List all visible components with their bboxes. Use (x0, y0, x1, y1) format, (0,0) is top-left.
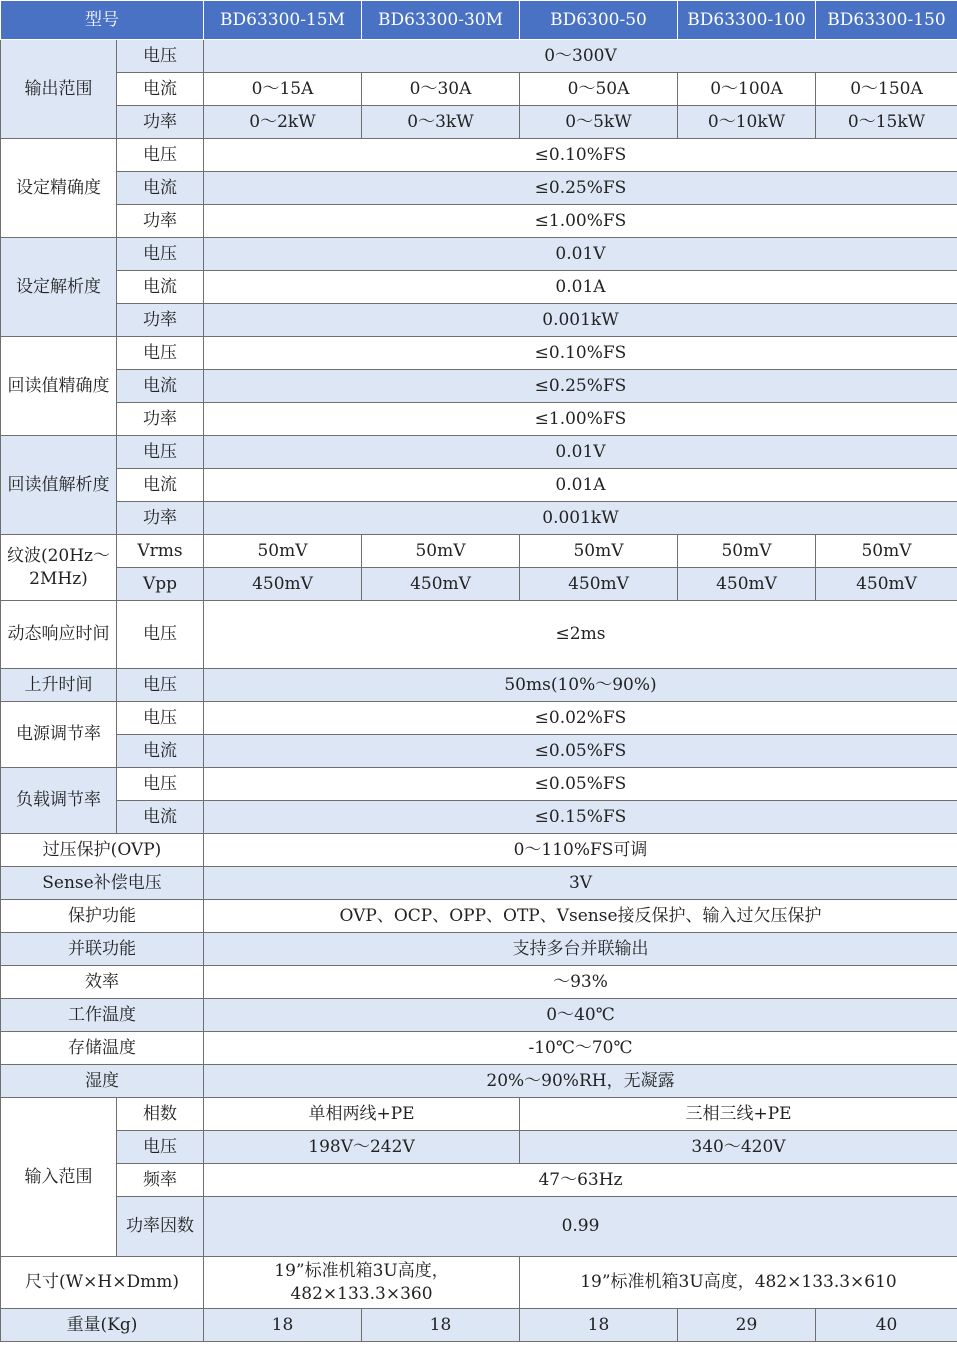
table-cell: 支持多台并联输出 (204, 933, 957, 966)
table-row (1, 502, 957, 535)
table-cell: 0.01A (204, 469, 957, 502)
table-cell: ～93% (204, 966, 957, 999)
table-row (1, 40, 957, 73)
table-cell: 设定精确度 (1, 139, 117, 238)
table-row (1, 271, 957, 304)
table-row (1, 702, 957, 735)
table-cell: 450mV (204, 568, 362, 601)
table-row (1, 1065, 957, 1098)
table-cell: ≤0.05%FS (204, 735, 957, 768)
table-cell: 功率 (117, 304, 204, 337)
table-cell: 工作温度 (1, 999, 204, 1032)
table-row (1, 966, 957, 999)
table-cell: 0～150A (816, 73, 957, 106)
table-cell: ≤0.15%FS (204, 801, 957, 834)
table-cell: 0.01A (204, 271, 957, 304)
table-cell: ≤1.00%FS (204, 205, 957, 238)
table-row (1, 735, 957, 768)
table-cell: 0～40℃ (204, 999, 957, 1032)
table-cell: ≤2ms (204, 601, 957, 669)
table-cell: 0～10kW (678, 106, 816, 139)
header-row (1, 1, 957, 40)
table-row (1, 568, 957, 601)
table-cell: OVP、OCP、OPP、OTP、Vsense接反保护、输入过欠压保护 (204, 900, 957, 933)
table-cell: 0～5kW (520, 106, 678, 139)
table-cell: 电压 (117, 139, 204, 172)
table-cell: 47～63Hz (204, 1164, 957, 1197)
table-cell: 电源调节率 (1, 702, 117, 768)
table-cell: 电压 (117, 768, 204, 801)
table-cell: Vrms (117, 535, 204, 568)
table-cell: 18 (204, 1309, 362, 1342)
table-cell: 3V (204, 867, 957, 900)
table-row (1, 337, 957, 370)
table-row (1, 669, 957, 702)
table-cell: 0～110%FS可调 (204, 834, 957, 867)
table-cell: 0～3kW (362, 106, 520, 139)
table-cell: 电流 (117, 271, 204, 304)
table-row (1, 1032, 957, 1065)
table-cell: -10℃～70℃ (204, 1032, 957, 1065)
table-row (1, 768, 957, 801)
table-row (1, 535, 957, 568)
table-cell: 存储温度 (1, 1032, 204, 1065)
table-row (1, 999, 957, 1032)
table-cell: 0.99 (204, 1197, 957, 1257)
table-cell: 340～420V (520, 1131, 957, 1164)
table-cell: 50ms(10%～90%) (204, 669, 957, 702)
table-cell: ≤0.10%FS (204, 337, 957, 370)
table-cell: ≤0.25%FS (204, 172, 957, 205)
table-cell: 电流 (117, 801, 204, 834)
table-cell: 0.001kW (204, 502, 957, 535)
header-model-30m: BD63300-30M (362, 1, 520, 40)
spec-body (1, 40, 957, 1342)
table-cell: 18 (362, 1309, 520, 1342)
table-row (1, 469, 957, 502)
table-cell: 电流 (117, 735, 204, 768)
table-cell: 50mV (678, 535, 816, 568)
table-cell: 19”标准机箱3U高度，482×133.3×360 (204, 1257, 520, 1309)
table-cell: 电流 (117, 370, 204, 403)
table-cell: Sense补偿电压 (1, 867, 204, 900)
table-cell: 重量(Kg) (1, 1309, 204, 1342)
table-cell: 0～100A (678, 73, 816, 106)
table-cell: 电压 (117, 337, 204, 370)
table-cell: 尺寸(W×H×Dmm) (1, 1257, 204, 1309)
table-row (1, 205, 957, 238)
table-cell: 电流 (117, 469, 204, 502)
table-cell: ≤0.02%FS (204, 702, 957, 735)
table-cell: 450mV (678, 568, 816, 601)
header-model-15m: BD63300-15M (204, 1, 362, 40)
header-model-50: BD6300-50 (520, 1, 678, 40)
table-cell: 动态响应时间 (1, 601, 117, 669)
table-row (1, 801, 957, 834)
table-cell: 0～30A (362, 73, 520, 106)
table-cell: 相数 (117, 1098, 204, 1131)
table-cell: 效率 (1, 966, 204, 999)
table-cell: 电压 (117, 702, 204, 735)
table-cell: 单相两线+PE (204, 1098, 520, 1131)
table-row (1, 1257, 957, 1309)
table-cell: 电压 (117, 238, 204, 271)
table-cell: 18 (520, 1309, 678, 1342)
table-row (1, 304, 957, 337)
table-cell: 50mV (204, 535, 362, 568)
table-cell: 功率因数 (117, 1197, 204, 1257)
table-cell: 电流 (117, 172, 204, 205)
table-cell: 0～15kW (816, 106, 957, 139)
table-cell: ≤1.00%FS (204, 403, 957, 436)
table-row (1, 601, 957, 669)
table-cell: 上升时间 (1, 669, 117, 702)
table-row (1, 73, 957, 106)
table-cell: 输入范围 (1, 1098, 117, 1257)
table-cell: 198V～242V (204, 1131, 520, 1164)
table-cell: 电压 (117, 40, 204, 73)
table-cell: 电压 (117, 601, 204, 669)
table-row (1, 834, 957, 867)
header-model-100: BD63300-100 (678, 1, 816, 40)
table-cell: 0～300V (204, 40, 957, 73)
table-row (1, 1197, 957, 1257)
table-cell: 40 (816, 1309, 957, 1342)
table-cell: 功率 (117, 106, 204, 139)
table-row (1, 436, 957, 469)
table-cell: 0～15A (204, 73, 362, 106)
table-row (1, 403, 957, 436)
table-row (1, 238, 957, 271)
table-row (1, 867, 957, 900)
table-cell: 0.01V (204, 436, 957, 469)
table-row (1, 1164, 957, 1197)
table-cell: ≤0.10%FS (204, 139, 957, 172)
table-cell: 0～50A (520, 73, 678, 106)
table-cell: 并联功能 (1, 933, 204, 966)
table-cell: 三相三线+PE (520, 1098, 957, 1131)
table-cell: 湿度 (1, 1065, 204, 1098)
table-cell: 电流 (117, 73, 204, 106)
table-cell: 负载调节率 (1, 768, 117, 834)
table-cell: 50mV (362, 535, 520, 568)
table-cell: 功率 (117, 502, 204, 535)
table-cell: 功率 (117, 205, 204, 238)
header-model-150: BD63300-150 (816, 1, 957, 40)
table-row (1, 933, 957, 966)
table-cell: 450mV (520, 568, 678, 601)
table-cell: Vpp (117, 568, 204, 601)
table-row (1, 900, 957, 933)
table-cell: 设定解析度 (1, 238, 117, 337)
table-cell: 保护功能 (1, 900, 204, 933)
table-cell: 450mV (816, 568, 957, 601)
table-cell: 纹波(20Hz～2MHz) (1, 535, 117, 601)
table-cell: 50mV (520, 535, 678, 568)
table-row (1, 139, 957, 172)
table-cell: 20%～90%RH，无凝露 (204, 1065, 957, 1098)
table-cell: 回读值解析度 (1, 436, 117, 535)
table-cell: 0.01V (204, 238, 957, 271)
table-row (1, 172, 957, 205)
table-cell: 电压 (117, 436, 204, 469)
table-cell: 电压 (117, 669, 204, 702)
table-row (1, 1098, 957, 1131)
table-cell: 50mV (816, 535, 957, 568)
table-cell: 频率 (117, 1164, 204, 1197)
table-cell: 回读值精确度 (1, 337, 117, 436)
table-row (1, 1309, 957, 1342)
table-cell: 0.001kW (204, 304, 957, 337)
table-cell: 电压 (117, 1131, 204, 1164)
table-cell: ≤0.25%FS (204, 370, 957, 403)
table-row (1, 106, 957, 139)
table-row (1, 1131, 957, 1164)
table-cell: 功率 (117, 403, 204, 436)
table-cell: 过压保护(OVP) (1, 834, 204, 867)
header-model: 型号 (1, 1, 204, 40)
table-cell: 29 (678, 1309, 816, 1342)
table-cell: 19”标准机箱3U高度，482×133.3×610 (520, 1257, 957, 1309)
table-cell: 输出范围 (1, 40, 117, 139)
table-row (1, 370, 957, 403)
table-cell: 0～2kW (204, 106, 362, 139)
table-cell: ≤0.05%FS (204, 768, 957, 801)
table-cell: 450mV (362, 568, 520, 601)
